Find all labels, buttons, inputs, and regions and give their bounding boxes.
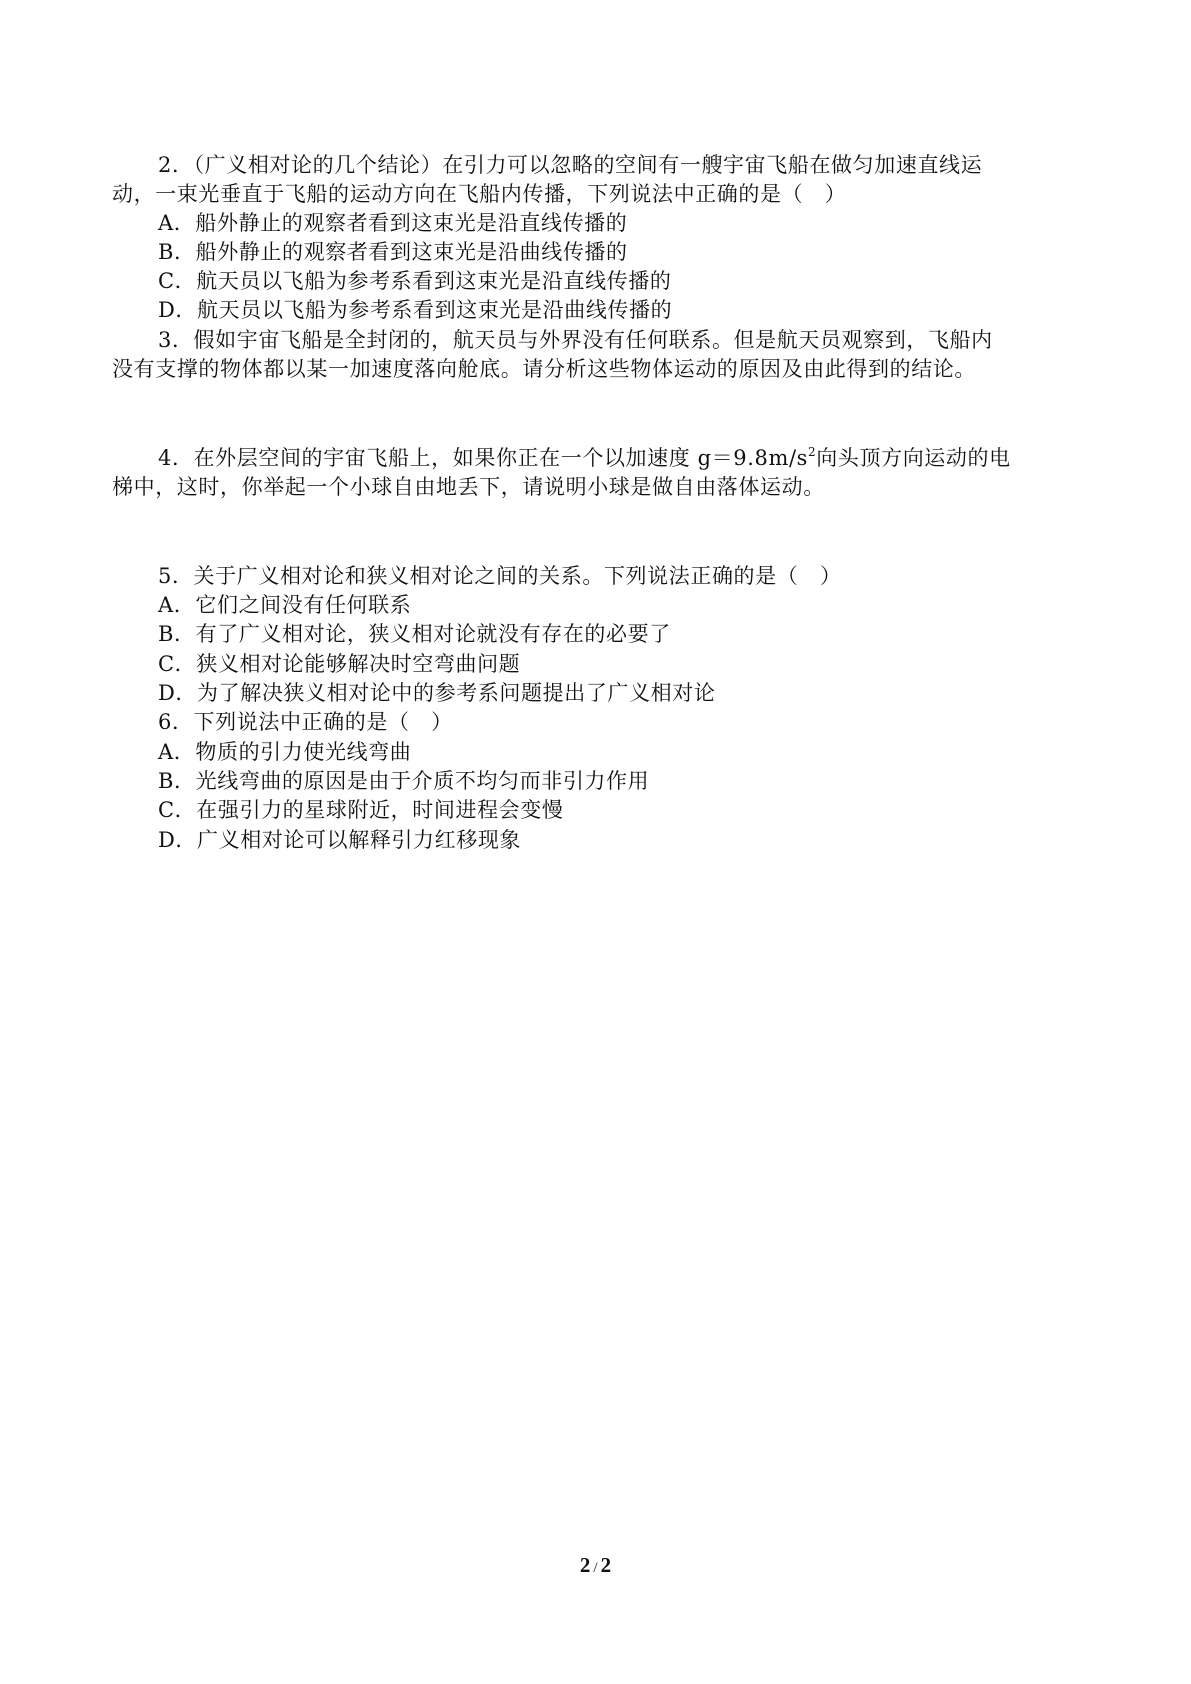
question-4-line-2: 梯中，这时，你举起一个小球自由地丢下，请说明小球是做自由落体运动。 — [112, 475, 825, 499]
question-2-line-1: 2．（广义相对论的几个结论）在引力可以忽略的空间有一艘宇宙飞船在做匀加速直线运 — [158, 153, 983, 177]
question-5-option-c: C．狭义相对论能够解决时空弯曲问题 — [158, 652, 521, 676]
question-2-option-a: A．船外静止的观察者看到这束光是沿直线传播的 — [158, 211, 628, 235]
question-2-option-c: C．航天员以飞船为参考系看到这束光是沿直线传播的 — [158, 269, 672, 293]
question-2-option-b: B．船外静止的观察者看到这束光是沿曲线传播的 — [158, 240, 628, 264]
question-6-option-c: C．在强引力的星球附近，时间进程会变慢 — [158, 798, 564, 822]
page-number — [0, 1553, 1191, 1578]
question-5-option-b: B．有了广义相对论，狭义相对论就没有存在的必要了 — [158, 622, 671, 646]
question-3-line-1: 3．假如宇宙飞船是全封闭的，航天员与外界没有任何联系。但是航天员观察到，飞船内 — [158, 328, 993, 352]
question-6-option-b: B．光线弯曲的原因是由于介质不均匀而非引力作用 — [158, 769, 650, 793]
question-4-superscript: 2 — [808, 445, 817, 459]
question-3-line-2: 没有支撑的物体都以某一加速度落向舱底。请分析这些物体运动的原因及由此得到的结论。 — [112, 357, 976, 381]
page-total: 2 — [600, 1553, 612, 1577]
question-6-stem: 6．下列说法中正确的是（ ） — [158, 710, 453, 734]
question-4-text-b: 向头顶方向运动的电 — [816, 446, 1011, 470]
question-5-option-d: D．为了解决狭义相对论中的参考系问题提出了广义相对论 — [158, 681, 716, 705]
question-6-option-a: A．物质的引力使光线弯曲 — [158, 740, 412, 764]
question-5-option-a: A．它们之间没有任何联系 — [158, 593, 412, 617]
question-2-line-2: 动，一束光垂直于飞船的运动方向在飞船内传播，下列说法中正确的是（ ） — [112, 182, 847, 206]
page-separator: / — [593, 1560, 598, 1576]
page-current: 2 — [579, 1553, 591, 1577]
question-2-option-d: D．航天员以飞船为参考系看到这束光是沿曲线传播的 — [158, 298, 673, 322]
question-4-line-1 — [158, 443, 1011, 473]
question-4-text-a: 4．在外层空间的宇宙飞船上，如果你正在一个以加速度 g＝9.8m/s — [158, 446, 809, 470]
question-6-option-d: D．广义相对论可以解释引力红移现象 — [158, 828, 522, 852]
question-5-stem: 5．关于广义相对论和狭义相对论之间的关系。下列说法正确的是（ ） — [158, 564, 842, 588]
